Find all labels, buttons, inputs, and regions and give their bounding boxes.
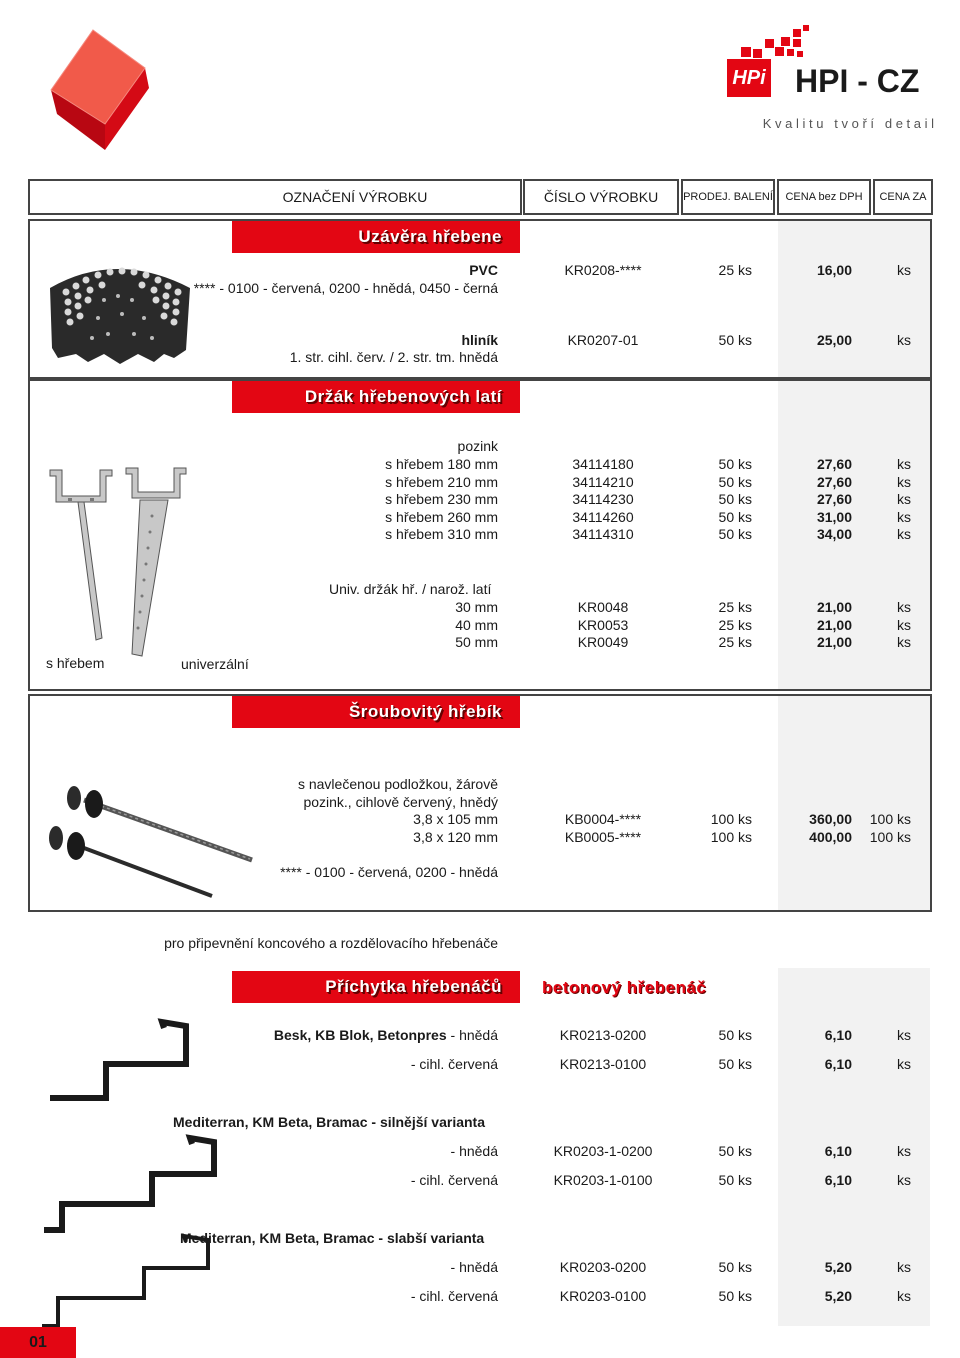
caption-s-hrebem: s hřebem [46,655,105,671]
screw-nail-icon [40,780,262,898]
hlinik-code: KR0207-01 [567,332,639,348]
g2-row-pack: 50 ks [718,1143,752,1159]
drzak-row-name: s hřebem 210 mm [385,473,498,490]
cube-logo-icon [45,28,155,156]
g1-row1-code: KR0213-0100 [559,1056,647,1072]
section-title-uzavera: Uzávěra hřebene [232,221,520,253]
hrebik-row-code: KB0004-**** [564,811,642,827]
brand-block [727,25,942,135]
prichytka-intro: pro připevnění koncového a rozdělovacího hřebenáče [164,935,498,951]
hlinik-per: ks [897,332,911,348]
g1-row0-pack: 50 ks [718,1027,752,1043]
univ-row-pack: 25 ks [718,616,752,633]
drzak-row-pack: 50 ks [718,456,752,472]
drzak-row-pack: 50 ks [718,526,752,542]
price-band [778,221,930,377]
g2-label: Mediterran, KM Beta, Bramac - silnější varianta [173,1114,485,1130]
header-per: CENA ZA [873,179,933,215]
g3-row-name: - cihl. červená [410,1288,498,1304]
hrebik-row-per: 100 ks [869,811,911,827]
g1-row0-name: - hnědá [446,1027,498,1043]
hrebik-row-name: 3,8 x 120 mm [413,829,498,845]
g1-label-wrap [274,1026,498,1044]
univ-row-code: KR0048 [577,599,629,615]
g2-row-per: ks [897,1172,911,1188]
hrebik-desc2: pozink., cihlově červený, hnědý [303,794,498,810]
univ-row-price: 21,00 [816,634,852,650]
drzak-row-name: s hřebem 260 mm [385,508,498,525]
drzak-material: pozink [457,438,498,454]
logo-badge: HPi [727,59,771,97]
univ-label: Univ. držák hř. / narož. latí [329,581,492,597]
drzak-row-price: 34,00 [816,526,852,542]
g3-row-per: ks [897,1288,911,1304]
drzak-row-per: ks [897,526,911,542]
univ-row-per: ks [897,616,911,633]
drzak-row-price: 27,60 [816,473,852,490]
drzak-row-code: 34114210 [572,473,634,490]
ridge-cap-icon [46,258,194,368]
g2-row-price: 6,10 [824,1172,852,1188]
drzak-row-name: s hřebem 310 mm [385,526,498,542]
brand-name: HPI - CZ [795,63,920,99]
g2-row-code: KR0203-1-0200 [553,1143,653,1159]
g1-row1-per: ks [897,1056,911,1072]
hlinik-note: 1. str. cihl. červ. / 2. str. tm. hnědá [289,349,498,365]
drzak-row-code: 34114180 [572,456,634,472]
drzak-row-code: 34114230 [572,491,634,507]
hrebik-row-pack: 100 ks [710,811,752,827]
drzak-row-pack: 50 ks [718,508,752,525]
univ-row-code: KR0053 [577,616,629,633]
drzak-row-name: s hřebem 230 mm [385,491,498,507]
clip-strong-icon [42,1134,222,1234]
univ-row-pack: 25 ks [718,599,752,615]
hrebik-desc1: s navlečenou podložkou, žárově [297,776,498,792]
pvc-label: PVC [469,262,498,278]
hrebik-note: **** - 0100 - červená, 0200 - hnědá [280,864,498,880]
drzak-row-price: 31,00 [816,508,852,525]
ridge-batten-holder-icon [40,456,262,660]
clip-icon [46,1018,196,1106]
drzak-row-per: ks [897,508,911,525]
hrebik-row-name: 3,8 x 105 mm [413,811,498,827]
g2-row-price: 6,10 [824,1143,852,1159]
g3-row-price: 5,20 [824,1259,852,1275]
section-title-drzak: Držák hřebenových latí [232,381,520,413]
header-pack: PRODEJ. BALENÍ [681,179,775,215]
g1-row1-pack: 50 ks [718,1056,752,1072]
g1-row1-name: - cihl. červená [410,1056,498,1072]
univ-row-code: KR0049 [577,634,629,650]
g3-row-pack: 50 ks [718,1259,752,1275]
drzak-row-code: 34114310 [572,526,634,542]
hrebik-row-pack: 100 ks [710,829,752,845]
g2-row-name: - hnědá [450,1143,498,1159]
univ-row-per: ks [897,634,911,650]
hlinik-pack: 50 ks [718,332,752,348]
hrebik-row-price: 360,00 [809,811,852,827]
pvc-code: KR0208-**** [564,262,642,278]
drzak-row-price: 27,60 [816,456,852,472]
g3-label: Mediterran, KM Beta, Bramac - slabší varianta [180,1230,485,1246]
g3-row-code: KR0203-0100 [559,1288,647,1304]
g2-row-per: ks [897,1143,911,1159]
g3-row-per: ks [897,1259,911,1275]
hrebik-row-per: 100 ks [869,829,911,845]
drzak-row-code: 34114260 [572,508,634,525]
drzak-row-name: s hřebem 180 mm [385,456,498,472]
brand-tagline: K v a l i t u t v o ř í d e t a i l [762,116,934,131]
price-band [778,696,930,910]
drzak-row-price: 27,60 [816,491,852,507]
g3-row-code: KR0203-0200 [559,1259,647,1275]
g1-row0-per: ks [897,1027,911,1043]
pvc-per: ks [897,262,911,278]
univ-row-name: 30 mm [455,599,498,615]
drzak-row-per: ks [897,491,911,507]
caption-univerzalni: univerzální [181,656,249,672]
univ-row-name: 40 mm [455,616,498,633]
hlinik-label: hliník [461,332,498,348]
g1-row0-code: KR0213-0200 [559,1027,647,1043]
drzak-row-pack: 50 ks [718,473,752,490]
g1-row1-price: 6,10 [824,1056,852,1072]
header-number: ČÍSLO VÝROBKU [523,179,679,215]
g1-label: Besk, KB Blok, Betonpres [273,1027,447,1043]
univ-row-price: 21,00 [816,616,852,633]
header-designation: OZNAČENÍ VÝROBKU [28,179,522,215]
univ-row-per: ks [897,599,911,615]
pvc-price: 16,00 [816,262,852,278]
section-title-hrebik: Šroubovitý hřebík [232,696,520,728]
pvc-note: **** - 0100 - červená, 0200 - hnědá, 0450 - černá [193,280,498,296]
g2-row-pack: 50 ks [718,1172,752,1188]
g3-row-name: - hnědá [450,1259,498,1275]
page-number: 01 [0,1327,76,1358]
drzak-row-pack: 50 ks [718,491,752,507]
section-title-prichytka: Příchytka hřebenáčů [232,971,520,1003]
hlinik-price: 25,00 [816,332,852,348]
univ-row-price: 21,00 [816,599,852,615]
univ-row-name: 50 mm [455,634,498,650]
pvc-pack: 25 ks [718,262,752,278]
g3-row-pack: 50 ks [718,1288,752,1304]
clip-light-icon [40,1234,220,1330]
hrebik-row-code: KB0005-**** [564,829,642,845]
g3-row-price: 5,20 [824,1288,852,1304]
g2-row-code: KR0203-1-0100 [553,1172,653,1188]
hrebik-row-price: 400,00 [809,829,852,845]
drzak-row-per: ks [897,473,911,490]
prichytka-subtitle: betonový hřebenáč [542,978,707,997]
g2-row-name: - cihl. červená [410,1172,498,1188]
g1-row0-price: 6,10 [824,1027,852,1043]
drzak-row-per: ks [897,456,911,472]
header-price: CENA bez DPH [777,179,871,215]
univ-row-pack: 25 ks [718,634,752,650]
